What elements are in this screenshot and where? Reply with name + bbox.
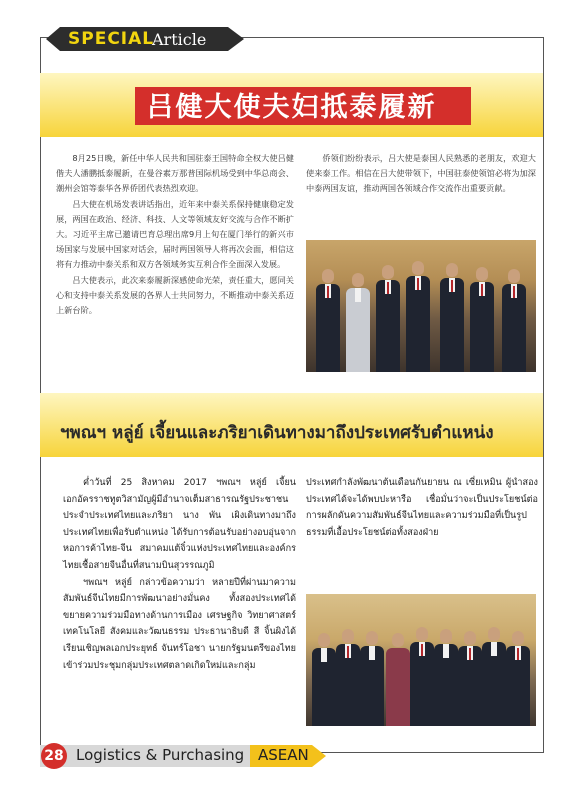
chinese-paragraph: 8月25日晚，新任中华人民共和国驻泰王国特命全权大使吕健偕夫人潘鹏抵泰履新，在曼谷素万那普国际机场受到中华总商会、潮州会馆等泰华各界侨团代表热烈欢迎。 (56, 153, 294, 194)
chinese-article-column-2 (306, 151, 536, 197)
chinese-article-column-1 (56, 151, 294, 318)
chinese-paragraph: 吕大使表示，此次来泰履新深感使命光荣，责任重大，愿同关心和支持中泰关系发展的各界人士共同努力，不断推动中泰关系迈上新台阶。 (56, 274, 294, 316)
reception-photo (306, 240, 536, 372)
thai-article-column-2 (306, 475, 538, 541)
chinese-paragraph: 侨领们纷纷表示，吕大使是泰国人民熟悉的老朋友，欢迎大使来泰工作。相信在吕大使带领下，中国驻泰使领馆必将为加深中泰两国友谊，推动两国各领域合作交流作出重要贡献。 (306, 153, 536, 194)
welcome-group-photo (306, 594, 536, 726)
thai-paragraph: ค่ำวันที่ 25 สิงหาคม 2017 ฯพณฯ หลู่ย์ เจี้ยน เอกอัครราชทูตวิสามัญผู้มีอำนาจเต็มสาธารณรัฐประชาชนประจำประเทศไทยและภริยา นาง พัน เผิงเดินทางมาถึงประเทศไทยเพื่อรับตำแหน่ง ได้รับการต้อนรับอย่างอบอุ่นจากหอการค้าไทย-จีน สมาคมแต้จิ๋วแห่งประเทศไทยและองค์กรไทยเชื้อสายจีนอื่นที่สนามบินสุวรรณภูมิ (63, 478, 296, 571)
section-header (60, 27, 228, 51)
thai-article-title: ฯพณฯ หลู่ย์ เจี้ยนและภริยาเดินทางมาถึงประเทศรับตำแหน่ง (60, 423, 494, 443)
thai-article-column-1 (63, 475, 296, 674)
thai-paragraph: ฯพณฯ หลู่ย์ กล่าวข้อความว่า หลายปีที่ผ่านมาความสัมพันธ์จีนไทยมีการพัฒนาอย่างมั่นคง ทั้งสองประเทศได้ขยายความร่วมมือทางด้านการเมือง เศรษฐกิจ วิทยาศาสตร์ เทคโนโลยี สังคมและวัฒนธรรม ประธานาธิบดี สี จิ้นผิงได้เรียนเชิญพลเอกประยุทธ์ จันทร์โอชา นายกรัฐมนตรีของไทยเข้าร่วมประชุมกลุ่มประเทศตลาดเกิดใหม่และกลุ่ม (63, 577, 296, 671)
section-article-label: Article (152, 30, 207, 49)
thai-paragraph: ประเทศกำลังพัฒนาต้นเดือนกันยายน ณ เซี่ยเหมิน ผู้นำสองประเทศได้จะได้พบปะหารือ เชื่อมั่นว่าจะเป็นประโยชน์ต่อการผลักดันความสัมพันธ์จีนไทยและความร่วมมือที่เป็นรูปธรรมที่เอื้อประโยชน์ต่อทั้งสองฝ่าย (306, 478, 538, 538)
page-number: 28 (41, 743, 67, 769)
chinese-article-title: 吕健大使夫妇抵泰履新 (146, 92, 437, 123)
region-label: ASEAN (258, 746, 309, 764)
magazine-name: Logistics & Purchasing (76, 746, 245, 764)
section-special-label: SPECIAL (68, 29, 155, 49)
chinese-paragraph: 吕大使在机场发表讲话指出，近年来中泰关系保持健康稳定发展，两国在政治、经济、科技、人文等领域友好交流与合作不断扩大。习近平主席已邀请巴育总理出席9月上旬在厦门举行的新兴市场国家与发展中国家对话会，届时两国领导人将再次会面，相信这将有力推动中泰关系和双方各领域务实互利合作全面深入发展。 (56, 198, 294, 270)
